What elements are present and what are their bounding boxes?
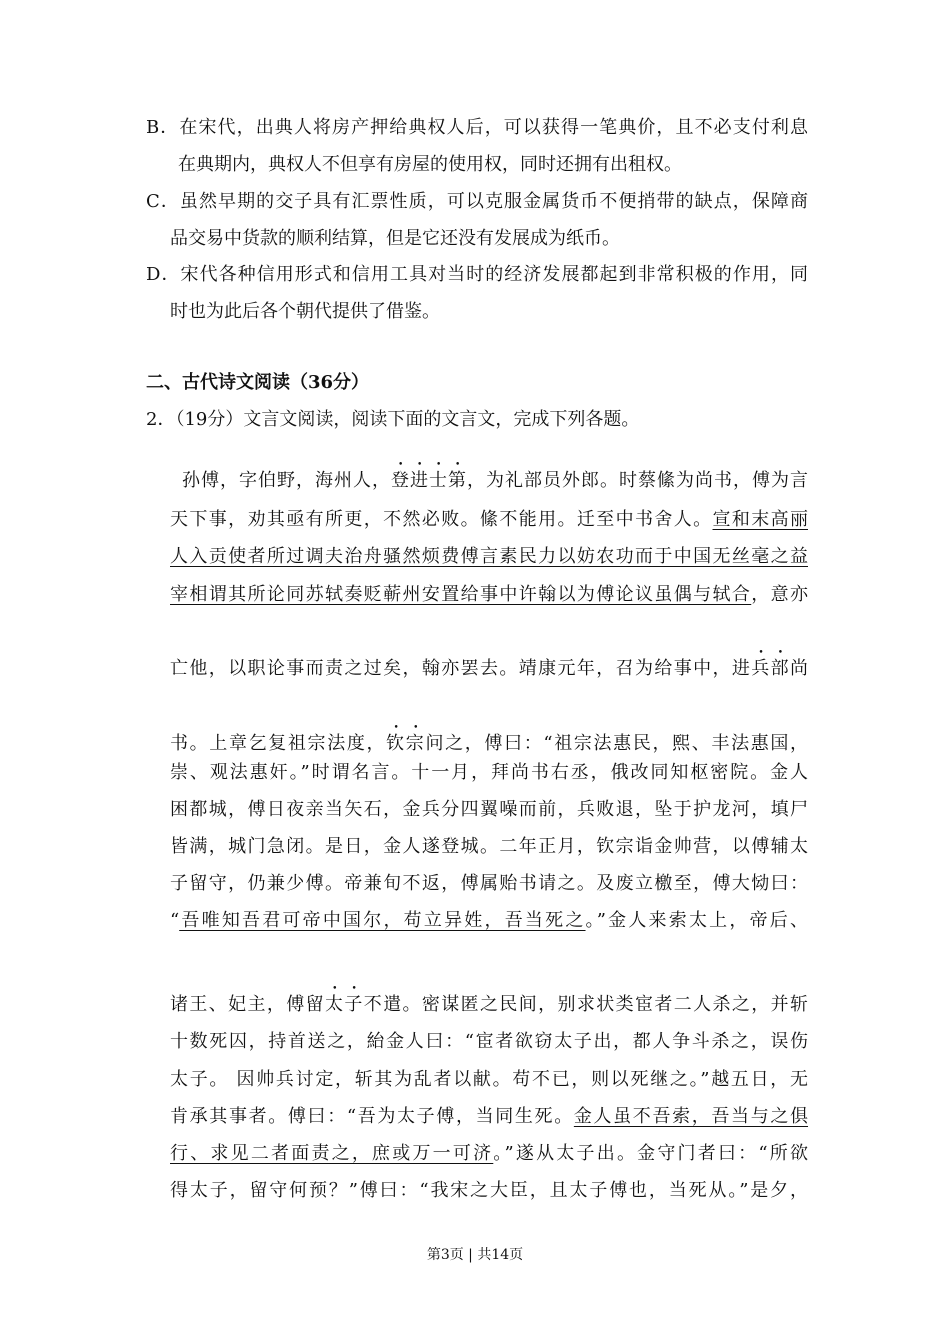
text-segment: 不遣。密谋匿之民间，别求状类宦者二人杀之，并斩	[363, 994, 808, 1015]
emphasized-text: 兵部	[751, 658, 790, 679]
text-line	[146, 116, 808, 140]
page-footer: 第3页 | 共14页	[426, 1247, 524, 1263]
emphasized-text: 登进士第	[391, 470, 467, 491]
text-segment: 品交易中货款的顺利结算，但是它还没有发展成为纸币。	[170, 228, 620, 249]
text-segment: 尚	[790, 658, 808, 679]
text-line	[170, 761, 808, 785]
text-segment: 2．（19分）文言文阅读，阅读下面的文言文，完成下列各题。	[146, 409, 640, 430]
emphasized-text: 钦宗	[386, 733, 426, 754]
text-segment: 子留守，仍兼少傅。帝兼旬不返，傅属贻书请之。及废立檄至，傅大恸曰：	[170, 873, 808, 894]
text-segment: 得太子，留守何预？”傅曰：“我宋之大臣，且太子傅也，当死从。”是夕，	[170, 1180, 808, 1201]
text-line	[170, 984, 808, 1017]
underlined-text: 行、求见二者面责之，庶或万一可济	[170, 1143, 494, 1164]
text-line	[170, 1068, 808, 1092]
text-line	[182, 460, 808, 493]
text-line	[170, 909, 808, 933]
text-line	[146, 190, 808, 214]
text-segment: 问之，傅曰：“祖宗法惠民，熙、丰法惠国，	[425, 733, 809, 754]
text-segment: C．虽然早期的交子具有汇票性质，可以克服金属货币不便捎带的缺点，保障商	[146, 191, 808, 212]
text-segment: D．宋代各种信用形式和信用工具对当时的经济发展都起到非常积极的作用，同	[146, 264, 808, 285]
text-line	[146, 408, 639, 432]
text-segment: 肯承其事者。傅曰：“吾为太子傅，当同生死。	[170, 1106, 574, 1127]
text-line	[170, 1142, 808, 1166]
text-segment: ，为礼部员外郎。时蔡絛为尚书，傅为言	[467, 470, 808, 491]
text-line	[170, 1030, 808, 1054]
underlined-text: 宣和末高丽	[712, 509, 808, 530]
text-segment: B．在宋代，出典人将房产押给典权人后，可以获得一笔典价，且不必支付利息	[146, 117, 808, 138]
text-line	[170, 872, 808, 896]
text-segment: 皆满，城门急闭。是日，金人遂登城。二年正月，钦宗诣金帅营，以傅辅太	[170, 836, 808, 857]
text-segment: 在典期内，典权人不但享有房屋的使用权，同时还拥有出租权。	[178, 154, 682, 175]
text-line	[170, 583, 808, 607]
underlined-text: 宰相谓其所论同苏轼奏贬蕲州安置给事中许翰以为傅论议虽偶与轼合	[170, 584, 752, 605]
text-segment: 太子。 因帅兵讨定，斩其为乱者以献。苟不已，则以死继之。”越五日，无	[170, 1069, 808, 1090]
text-segment: 十数死囚，持首送之，紿金人曰：“宦者欲窃太子出，都人争斗杀之，误伤	[170, 1031, 808, 1052]
text-line	[178, 153, 682, 177]
text-segment: 二、古代诗文阅读（36分）	[146, 372, 370, 393]
text-line	[170, 648, 808, 681]
text-line	[170, 1105, 808, 1129]
text-segment: 天下事，劝其亟有所更，不然必败。絛不能用。迁至中书舍人。	[170, 509, 713, 530]
text-line	[170, 227, 620, 251]
underlined-text: 人入贡使者所过调夫治舟骚然烦费傅言素民力以妨农功而于中国无丝毫之益	[170, 546, 808, 567]
text-segment: 亡他，以职论事而责之过矣，翰亦罢去。靖康元年，召为给事中，进	[170, 658, 752, 679]
underlined-text: 吾唯知吾君可帝中国尔，苟立异姓，吾当死之	[179, 910, 586, 931]
emphasized-text: 太子	[325, 994, 364, 1015]
text-line	[170, 545, 808, 569]
text-segment: “	[170, 910, 180, 931]
text-segment: 。”金人来索太上，帝后、	[585, 910, 808, 931]
text-line	[170, 723, 808, 756]
text-segment: 书。上章乞复祖宗法度，	[170, 733, 387, 754]
text-segment: 诸王、妃主，傅留	[170, 994, 325, 1015]
underlined-text: 金人虽不吾索，吾当与之俱	[573, 1106, 809, 1127]
text-segment: 。”遂从太子出。金守门者曰：“所欲	[493, 1143, 808, 1164]
text-segment: ，意亦	[751, 584, 808, 605]
text-segment: 孙傅，字伯野，海州人，	[182, 470, 391, 491]
text-line	[170, 798, 808, 822]
text-line	[170, 300, 440, 324]
text-segment: 时也为此后各个朝代提供了借鉴。	[170, 301, 440, 322]
text-line	[146, 263, 808, 287]
section-heading	[146, 371, 369, 395]
text-segment: 困都城，傅日夜亲当矢石，金兵分四翼噪而前，兵败退，坠于护龙河，填尸	[170, 799, 808, 820]
text-line	[170, 508, 808, 532]
text-line	[170, 1179, 808, 1203]
text-segment: 崇、观法惠奸。”时谓名言。十一月，拜尚书右丞，俄改同知枢密院。金人	[170, 762, 808, 783]
text-line	[170, 835, 808, 859]
